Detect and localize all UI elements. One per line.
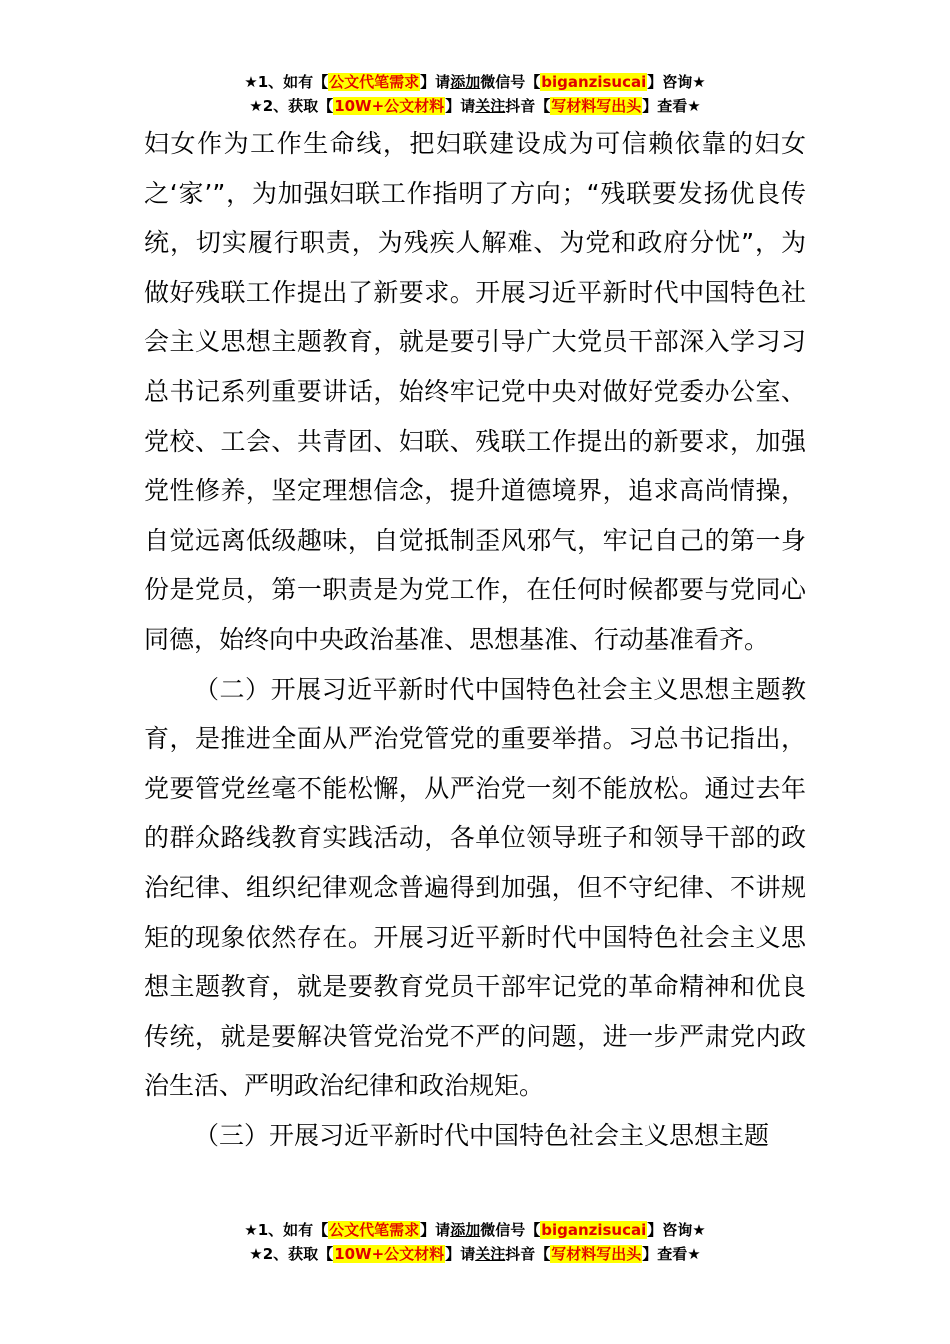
- banner-highlight: 公文代笔需求: [329, 73, 420, 91]
- banner-emphasis: 关注: [475, 1245, 506, 1263]
- banner-text: 】请: [445, 1245, 476, 1263]
- banner-highlight: 10W+公文材料: [334, 97, 445, 115]
- banner-text: 】请: [420, 1221, 451, 1239]
- banner-line-2: [0, 1242, 950, 1266]
- banner-highlight: 写材料写出头: [551, 97, 642, 115]
- paragraph: （三）开展习近平新时代中国特色社会主义思想主题: [194, 1120, 770, 1150]
- paragraph: （二）开展习近平新时代中国特色社会主义思想主题教育，是推进全面从严治党管党的重要举措。习总书记指出，党要管党丝毫不能松懈，从严治党一刻不能放松。通过去年的群众路线教育实践活动，各单位领导班子和领导干部的政治纪律、组织纪律观念普遍得到加强，但不守纪律、不讲规矩的现象依然存在。开展习近平新时代中国特色社会主义思想主题教育，就是要教育党员干部牢记党的革命精神和优良传统，就是要解决管党治党不严的问题，进一步严肃党内政治生活、严明政治纪律和政治规矩。: [144, 674, 806, 1101]
- banner-text: 】咨询★: [647, 73, 706, 91]
- banner-text: ★2、获取【: [249, 97, 334, 115]
- banner-text: 抖音【: [505, 1245, 551, 1263]
- banner-text: 】查看★: [642, 97, 701, 115]
- document-body: [144, 119, 806, 1160]
- banner-text: ★2、获取【: [249, 1245, 334, 1263]
- banner-highlight: biganzisucai: [541, 73, 647, 91]
- banner-emphasis: 添加: [450, 1221, 481, 1239]
- banner-text: 微信号【: [480, 73, 541, 91]
- banner-highlight: 10W+公文材料: [334, 1245, 445, 1263]
- banner-text: 】请: [420, 73, 451, 91]
- banner-line-2: [0, 94, 950, 118]
- banner-line-1: [0, 70, 950, 94]
- banner-text: 】咨询★: [647, 1221, 706, 1239]
- banner-text: 抖音【: [505, 97, 551, 115]
- footer-banner: [0, 1218, 950, 1266]
- banner-highlight: biganzisucai: [541, 1221, 647, 1239]
- header-banner: [0, 70, 950, 118]
- banner-emphasis: 添加: [450, 73, 481, 91]
- banner-text: 微信号【: [480, 1221, 541, 1239]
- banner-line-1: [0, 1218, 950, 1242]
- banner-text: ★1、如有【: [244, 73, 329, 91]
- paragraph: 妇女作为工作生命线，把妇联建设成为可信赖依靠的妇女之‘家’”，为加强妇联工作指明了方向；“残联要发扬优良传统，切实履行职责，为残疾人解难、为党和政府分忧”，为做好残联工作提出了新要求。开展习近平新时代中国特色社会主义思想主题教育，就是要引导广大党员干部深入学习习总书记系列重要讲话，始终牢记党中央对做好党委办公室、党校、工会、共青团、妇联、残联工作提出的新要求，加强党性修养，坚定理想信念，提升道德境界，追求高尚情操，自觉远离低级趣味，自觉抵制歪风邪气，牢记自己的第一身份是党员，第一职责是为党工作，在任何时候都要与党同心同德，始终向中央政治基准、思想基准、行动基准看齐。: [144, 129, 806, 654]
- banner-emphasis: 关注: [475, 97, 506, 115]
- banner-text: ★1、如有【: [244, 1221, 329, 1239]
- banner-highlight: 公文代笔需求: [329, 1221, 420, 1239]
- banner-text: 】查看★: [642, 1245, 701, 1263]
- banner-highlight: 写材料写出头: [551, 1245, 642, 1263]
- banner-text: 】请: [445, 97, 476, 115]
